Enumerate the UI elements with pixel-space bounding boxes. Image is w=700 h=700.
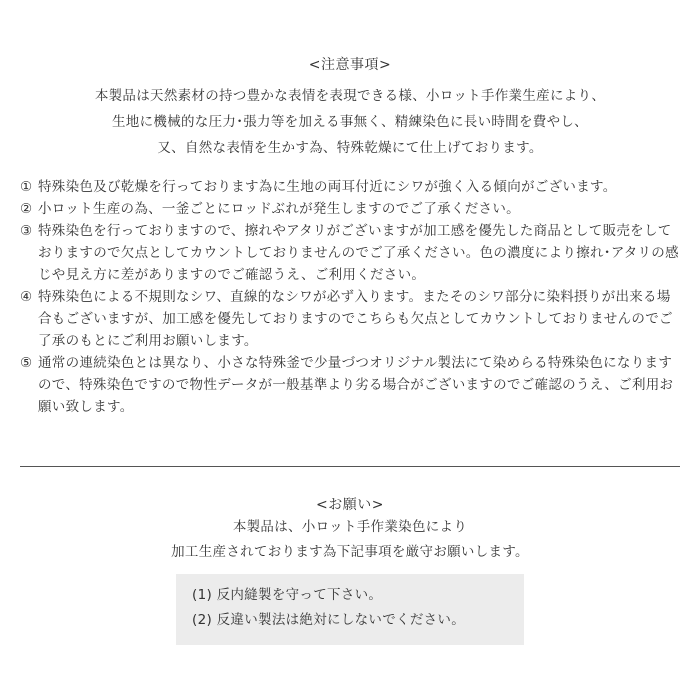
notice-item bbox=[20, 176, 680, 198]
notice-item bbox=[20, 220, 680, 286]
notice-item-number: ② bbox=[20, 201, 33, 217]
notice-item-number: ① bbox=[20, 179, 33, 195]
notice-item-text: 特殊染色による不規則なシワ、直線的なシワが必ず入ります。またそのシワ部分に染料摂りが出来る場合もございますが、加工感を優先しておりますのでこちらも欠点としてカウントしておりませんのでご了承のもとにご利用お願いします。 bbox=[38, 289, 673, 349]
request-line: 本製品は、小ロット手作業染色により bbox=[232, 519, 468, 535]
notice-item-text: 通常の連続染色とは異なり、小さな特殊釜で少量づつオリジナル製法にて染めらる特殊染色になりますので、特殊染色ですので物性データが一般基準より劣る場合がございますのでご確認のうえ、ご利用お願い致します。 bbox=[38, 355, 674, 415]
notice-item-text: 小ロット生産の為、一釜ごとにロッドぶれが発生しますのでご了承ください。 bbox=[38, 201, 520, 217]
notice-item-number: ④ bbox=[20, 289, 33, 305]
request-rule: (1) 反内縫製を守って下さい。 bbox=[192, 587, 383, 603]
section-divider bbox=[20, 466, 680, 467]
notice-intro-line: 本製品は天然素材の持つ豊かな表情を表現できる様、小ロット手作業生産により、 bbox=[94, 88, 606, 104]
request-rules-box bbox=[176, 574, 524, 645]
notice-item bbox=[20, 198, 680, 220]
notice-item-number: ⑤ bbox=[20, 355, 33, 371]
notice-intro bbox=[40, 83, 660, 161]
request-text bbox=[40, 515, 660, 565]
request-rule: (2) 反違い製法は絶対にしないでください。 bbox=[192, 612, 466, 628]
notice-intro-line: 又、自然な表情を生かす為、特殊乾燥にて仕上げております。 bbox=[157, 140, 543, 156]
notice-list bbox=[20, 176, 680, 418]
notice-item-number: ③ bbox=[20, 223, 33, 239]
notice-item-text: 特殊染色を行っておりますので、擦れやアタリがございますが加工感を優先した商品として販売をしておりますので欠点としてカウントしておりませんのでご了承ください。色の濃度により擦れ･アタリの感じや見え方に差がありますのでご確認うえ、ご利用ください。 bbox=[38, 223, 679, 283]
request-line: 加工生産されております為下記事項を厳守お願いします。 bbox=[171, 544, 529, 560]
notice-title: <注意事項> bbox=[308, 57, 392, 73]
request-title: <お願い> bbox=[316, 497, 384, 513]
notice-item bbox=[20, 352, 680, 418]
notice-item bbox=[20, 286, 680, 352]
notice-item-text: 特殊染色及び乾燥を行っております為に生地の両耳付近にシワが強く入る傾向がございます。 bbox=[38, 179, 617, 195]
notice-intro-line: 生地に機械的な圧力･張力等を加える事無く、精練染色に長い時間を費やし、 bbox=[112, 114, 588, 130]
